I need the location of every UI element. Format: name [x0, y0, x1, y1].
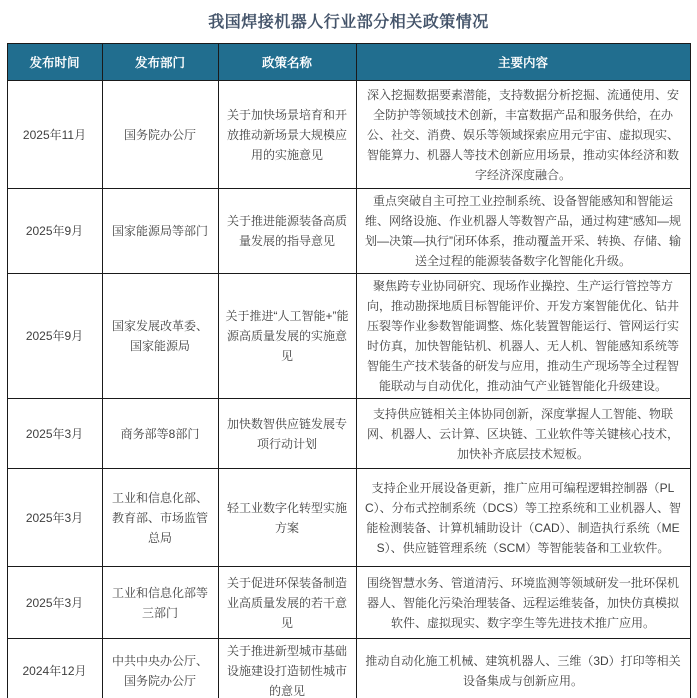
table-row	[7, 639, 690, 698]
cell-policy-name: 关于推进新型城市基础设施建设打造韧性城市的意见	[218, 639, 356, 698]
cell-publish-date: 2025年11月	[7, 81, 102, 189]
table-row	[7, 81, 690, 189]
cell-publish-date: 2025年9月	[7, 274, 102, 399]
header-main-content: 主要内容	[356, 44, 690, 81]
policy-table-body	[7, 81, 690, 698]
cell-policy-name: 轻工业数字化转型实施方案	[218, 469, 356, 567]
cell-policy-name: 关于加快场景培育和开放推动新场景大规模应用的实施意见	[218, 81, 356, 189]
cell-publish-dept: 中共中央办公厅、国务院办公厅	[102, 639, 218, 698]
table-row	[7, 567, 690, 639]
cell-publish-date: 2024年12月	[7, 639, 102, 698]
cell-publish-dept: 国务院办公厅	[102, 81, 218, 189]
page-title: 我国焊接机器人行业部分相关政策情况	[208, 14, 489, 31]
table-row	[7, 469, 690, 567]
cell-publish-date: 2025年3月	[7, 567, 102, 639]
cell-main-content: 聚焦跨专业协同研究、现场作业操控、生产运行管控等方向，推动勘探地质目标智能评价、开发方案智能优化、钻井压裂等作业参数智能调整、炼化装置智能运行、管网运行实时仿真，加快智能钻机、机器人、无人机、智能感知系统等智能生产技术装备的研发与应用，推动生产现场等全过程智能联动与自动优化，推动油气产业链智能化升级建设。	[356, 274, 690, 399]
cell-main-content: 推动自动化施工机械、建筑机器人、三维（3D）打印等相关设备集成与创新应用。	[356, 639, 690, 698]
cell-policy-name: 加快数智供应链发展专项行动计划	[218, 399, 356, 469]
cell-policy-name: 关于促进环保装备制造业高质量发展的若干意见	[218, 567, 356, 639]
table-row	[7, 189, 690, 274]
cell-publish-date: 2025年3月	[7, 469, 102, 567]
cell-main-content: 重点突破自主可控工业控制系统、设备智能感知和智能运维、网络设施、作业机器人等数智产品，通过构建“感知—规划—决策—执行”闭环体系，推动覆盖开采、转换、存储、输送全过程的能源装备数字化智能化升级。	[356, 189, 690, 274]
cell-publish-date: 2025年9月	[7, 189, 102, 274]
cell-main-content: 深入挖掘数据要素潜能，支持数据分析挖掘、流通使用、安全防护等领域技术创新，丰富数据产品和服务供给，在办公、社交、消费、娱乐等领域探索应用元宇宙、虚拟现实、智能算力、机器人等技术创新应用场景，推动实体经济和数字经济深度融合。	[356, 81, 690, 189]
cell-publish-dept: 商务部等8部门	[102, 399, 218, 469]
policy-table	[7, 43, 691, 698]
policy-table-header	[7, 44, 690, 81]
header-row	[7, 44, 690, 81]
cell-policy-name: 关于推进“人工智能+”能源高质量发展的实施意见	[218, 274, 356, 399]
cell-publish-dept: 国家发展改革委、国家能源局	[102, 274, 218, 399]
table-row	[7, 399, 690, 469]
cell-main-content: 支持供应链相关主体协同创新，深度掌握人工智能、物联网、机器人、云计算、区块链、工业软件等关键核心技术，加快补齐底层技术短板。	[356, 399, 690, 469]
table-row	[7, 274, 690, 399]
cell-publish-dept: 国家能源局等部门	[102, 189, 218, 274]
cell-main-content: 围绕智慧水务、管道清污、环境监测等领域研发一批环保机器人、智能化污染治理装备、远程运维装备，加快仿真模拟软件、虚拟现实、数字孪生等先进技术推广应用。	[356, 567, 690, 639]
header-publish-date: 发布时间	[7, 44, 102, 81]
cell-publish-dept: 工业和信息化部、教育部、市场监管总局	[102, 469, 218, 567]
cell-main-content: 支持企业开展设备更新，推广应用可编程逻辑控制器（PLC）、分布式控制系统（DCS）等工控系统和工业机器人、智能检测装备、计算机辅助设计（CAD）、制造执行系统（MES）、供应链管理系统（SCM）等智能装备和工业软件。	[356, 469, 690, 567]
cell-publish-dept: 工业和信息化部等三部门	[102, 567, 218, 639]
header-policy-name: 政策名称	[218, 44, 356, 81]
header-publish-dept: 发布部门	[102, 44, 218, 81]
cell-policy-name: 关于推进能源装备高质量发展的指导意见	[218, 189, 356, 274]
cell-publish-date: 2025年3月	[7, 399, 102, 469]
